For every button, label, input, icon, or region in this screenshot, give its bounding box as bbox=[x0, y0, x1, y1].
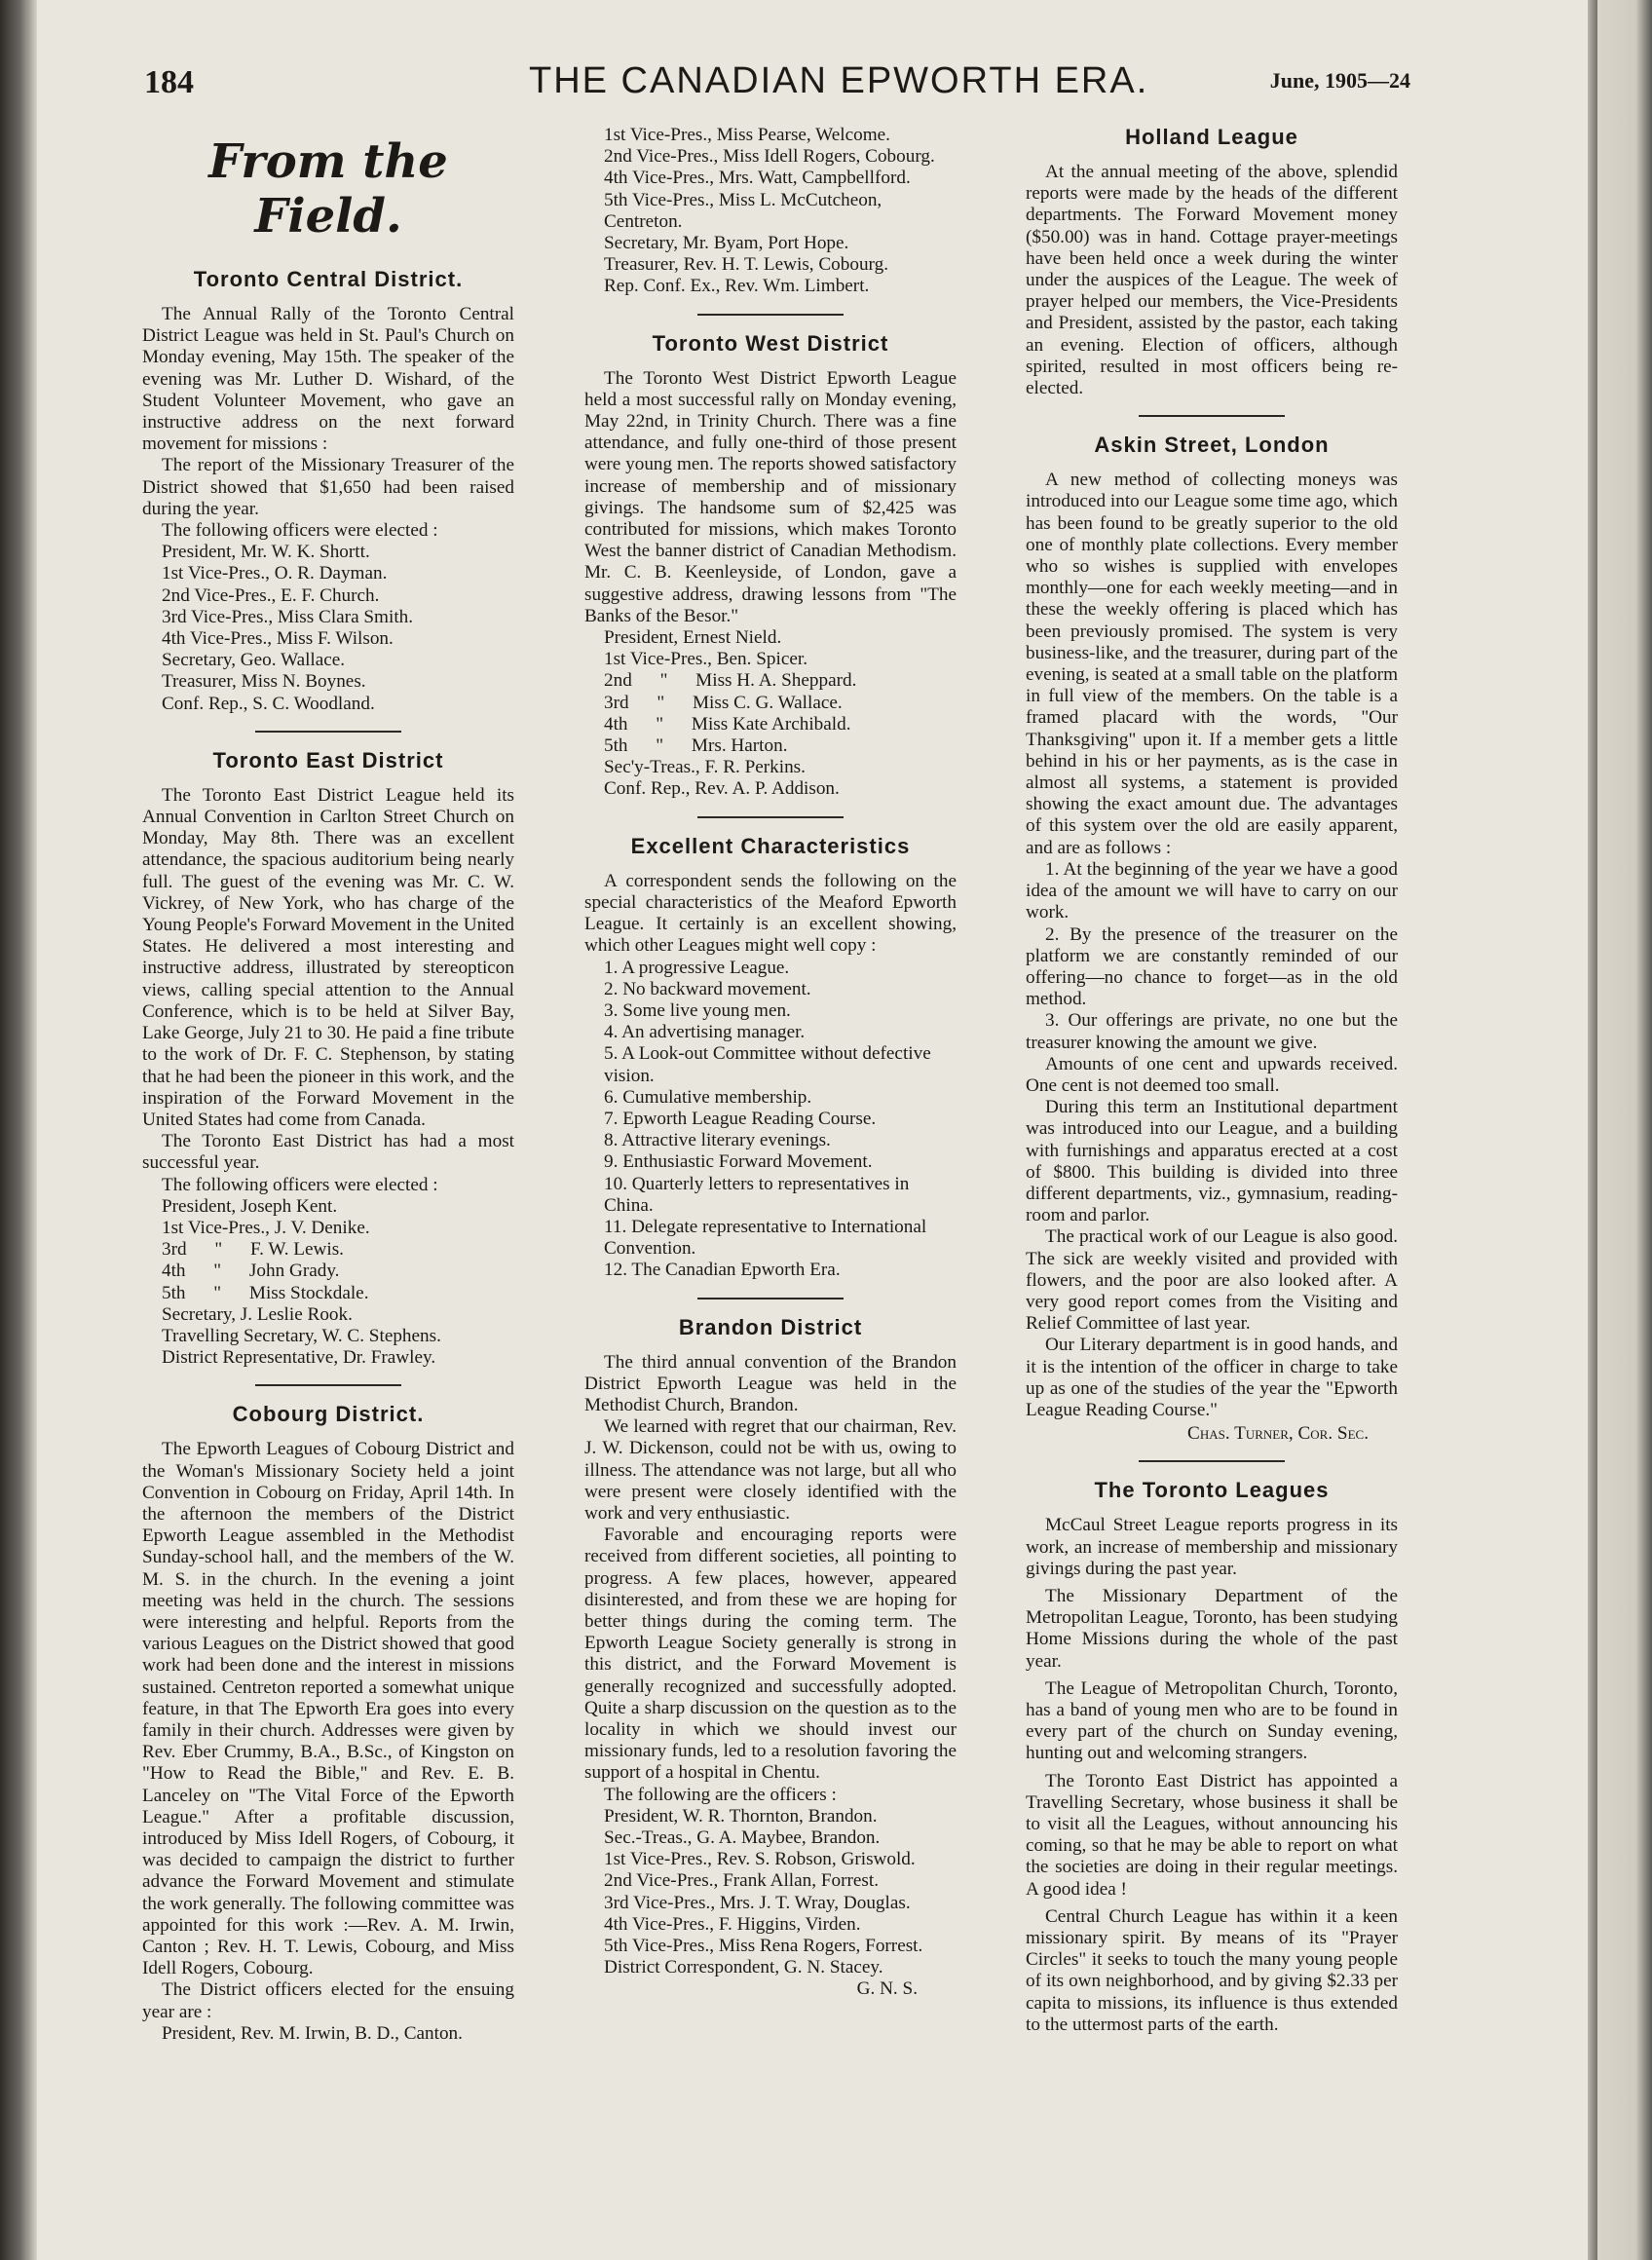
officer-line: 1st Vice-Pres., Rev. S. Robson, Griswold. bbox=[604, 1849, 916, 1870]
next-page-edge bbox=[1597, 0, 1652, 2260]
article-title: Cobourg District. bbox=[232, 1402, 425, 1427]
article-toronto-east bbox=[142, 748, 514, 1369]
officer-line: President, W. R. Thornton, Brandon. bbox=[604, 1805, 878, 1827]
masthead: THE CANADIAN EPWORTH ERA. bbox=[529, 60, 1149, 101]
article-title: Brandon District bbox=[678, 1314, 863, 1339]
list-item: 4. An advertising manager. bbox=[604, 1022, 806, 1043]
officer-line: 1st Vice-Pres., Ben. Spicer. bbox=[604, 649, 807, 670]
list-item: 3. Some live young men. bbox=[604, 999, 791, 1021]
officer-line: Secretary, J. Leslie Rook. bbox=[162, 1303, 353, 1325]
paragraph: The Toronto West District Epworth League held a most successful rally on Monday evening, May 22nd, in Trinity Church. There was a fine attendance, and fully one-third of those present were young men. The reports showed satisfactory increase of membership and of missionary givings. The handsome sum of $2,425 was contributed for missions, which makes Toronto West the banner district of Canadian Methodism. Mr. C. B. Keenleyside, of London, gave a suggestive address, drawing lessons from "The Banks of the Besor." bbox=[584, 367, 957, 626]
paragraph: The Annual Rally of the Toronto Central District League was held in St. Paul's Church on Monday evening, May 15th. The speaker of the evening was Mr. Luther D. Wishard, of the Student Volunteer Movement, who gave an instructive address on the next forward movement for missions : bbox=[142, 304, 514, 455]
paragraph: McCaul Street League reports progress in its work, an increase of membership and missionary givings during the past year. bbox=[1026, 1515, 1398, 1579]
section-divider bbox=[697, 1298, 844, 1300]
paragraph: The third annual convention of the Brandon District Epworth League was held in the Methodist Church, Brandon. bbox=[584, 1351, 957, 1415]
list-item: 9. Enthusiastic Forward Movement. bbox=[604, 1151, 873, 1173]
paragraph: The following officers were elected : bbox=[162, 1174, 438, 1195]
officer-line: 1st Vice-Pres., Miss Pearse, Welcome. bbox=[604, 125, 890, 145]
officer-line: 4th Vice-Pres., F. Higgins, Virden. bbox=[604, 1913, 861, 1935]
paragraph: A new method of collecting moneys was introduced into our League some time ago, which has been found to be greatly superior to the old one of monthly plate collections. Every member who so wishes is supplied with envelopes monthly—one for each weekly meeting—and in these the weekly offering is placed which has been previously promised. The system is very business-like, and the treasurer, during part of the evening, is seated at a small table on the platform in full view of the members. On the table is a framed placard with the words, "Our Thanksgiving" upon it. If a member gets a little behind in his or her payments, as is the case in almost all systems, a statement is provided showing the exact amount due. The advantages of this system over the old are easily apparent, and are as follows : bbox=[1026, 470, 1398, 858]
section-divider bbox=[255, 731, 401, 733]
officer-line: Rep. Conf. Ex., Rev. Wm. Limbert. bbox=[604, 276, 870, 297]
column-2 bbox=[584, 125, 957, 2001]
officer-line: 4th Vice-Pres., Miss F. Wilson. bbox=[162, 628, 394, 650]
article-brandon bbox=[584, 1315, 957, 2001]
paragraph: Our Literary department is in good hands, and it is the intention of the officer in charge to take up as one of the studies of the year the "Epworth League Reading Course." bbox=[1026, 1335, 1398, 1420]
list-item: 12. The Canadian Epworth Era. bbox=[604, 1260, 841, 1281]
article-excellent-characteristics bbox=[584, 834, 957, 1282]
officer-line: District Correspondent, G. N. Stacey. bbox=[604, 1957, 883, 1978]
paragraph: The Missionary Department of the Metropolitan League, Toronto, has been studying Home Missions during the whole of the past year. bbox=[1026, 1585, 1398, 1672]
article-title: Toronto Central District. bbox=[193, 267, 464, 291]
officer-line: 5th Vice-Pres., Miss Rena Rogers, Forrest. bbox=[604, 1936, 923, 1957]
officer-line: 3rd " Miss C. G. Wallace. bbox=[604, 692, 843, 713]
paragraph: The Toronto East District League held its Annual Convention in Carlton Street Church on Monday, May 8th. There was an excellent attendance, the spacious auditorium being nearly full. The guest of the evening was Mr. C. W. Vickrey, of New York, who has charge of the Young People's Forward Movement in the United States. He delivered a most interesting and instructive address, illustrated by stereopticon views, calling special attention to the Annual Conference, which is to be held at Silver Bay, Lake George, July 21 to 30. He paid a fine tribute to the work of Dr. F. C. Stephenson, by stating that he had been the pioneer in this work, and the inspiration of the Forward Movement in the United States had come from Canada. bbox=[142, 784, 514, 1130]
article-title: Askin Street, London bbox=[1094, 433, 1330, 458]
paragraph: The Toronto East District has appointed a Travelling Secretary, whose business it shall be to visit all the Leagues, without announcing his coming, so that he may be able to report on what the societies are doing in their regular meetings. A good idea ! bbox=[1026, 1770, 1398, 1900]
article-toronto-leagues bbox=[1026, 1478, 1398, 2036]
paragraph: Central Church League has within it a keen missionary spirit. By means of its "Prayer Circles" it seeks to touch the many young people of its own neighborhood, and by giving $2.33 per capita to missions, its influence is thus extended to the uttermost parts of the earth. bbox=[1026, 1905, 1398, 2035]
paragraph: The following are the officers : bbox=[604, 1784, 837, 1805]
article-title: Toronto East District bbox=[212, 747, 444, 772]
article-cobourg-continued bbox=[584, 125, 957, 298]
officer-line: Travelling Secretary, W. C. Stephens. bbox=[162, 1325, 441, 1346]
officer-line: President, Joseph Kent. bbox=[162, 1195, 338, 1217]
officer-line: Treasurer, Rev. H. T. Lewis, Cobourg. bbox=[604, 254, 888, 276]
column-3 bbox=[1026, 125, 1398, 2036]
issue-date: June, 1905—24 bbox=[1269, 68, 1410, 93]
officer-line: 1st Vice-Pres., O. R. Dayman. bbox=[162, 563, 388, 584]
article-toronto-central bbox=[142, 267, 514, 715]
article-askin-street bbox=[1026, 433, 1398, 1445]
page-number: 184 bbox=[144, 64, 194, 100]
paragraph: We learned with regret that our chairman, Rev. J. W. Dickenson, could not be with us, owing to illness. The attendance was not large, but all who were present were closely identified with the work and very enthusiastic. bbox=[584, 1416, 957, 1524]
article-holland bbox=[1026, 125, 1398, 399]
binding-shadow bbox=[0, 0, 37, 2260]
officer-line: 5th Vice-Pres., Miss L. McCutcheon, Centreton. bbox=[604, 189, 882, 232]
list-item: 7. Epworth League Reading Course. bbox=[604, 1108, 877, 1129]
officer-line: Conf. Rep., Rev. A. P. Addison. bbox=[604, 778, 840, 800]
officer-line: 4th " Miss Kate Archibald. bbox=[604, 713, 851, 734]
officer-line: Secretary, Mr. Byam, Port Hope. bbox=[604, 233, 849, 254]
paragraph: During this term an Institutional department was introduced into our League, and a building with furnishings and apparatus erected at a cost of $800. This building is divided into three different departments, viz., gymnasium, reading-room and parlor. bbox=[1026, 1097, 1398, 1226]
list-item: 11. Delegate representative to International Convention. bbox=[604, 1216, 927, 1260]
paragraph: The report of the Missionary Treasurer of the District showed that $1,650 had been raised during the year. bbox=[142, 455, 514, 519]
officer-line: President, Mr. W. K. Shortt. bbox=[162, 542, 370, 563]
section-divider bbox=[697, 816, 844, 818]
officer-line: Treasurer, Miss N. Boynes. bbox=[162, 671, 366, 693]
article-title: Holland League bbox=[1125, 125, 1298, 149]
paragraph: The League of Metropolitan Church, Toronto, has a band of young men who are to be found in every part of the church on Sunday evening, hunting out and welcoming strangers. bbox=[1026, 1677, 1398, 1764]
officer-line: 4th Vice-Pres., Mrs. Watt, Campbellford. bbox=[604, 168, 911, 189]
paragraph: Amounts of one cent and upwards received. One cent is not deemed too small. bbox=[1026, 1053, 1398, 1096]
officer-line: 5th " Mrs. Harton. bbox=[604, 735, 788, 757]
paragraph: A correspondent sends the following on the special characteristics of the Meaford Epworth League. It certainly is an excellent showing, which other Leagues might well copy : bbox=[584, 870, 957, 957]
section-divider bbox=[255, 1384, 401, 1386]
paragraph: The Toronto East District has had a most successful year. bbox=[142, 1131, 514, 1174]
officer-line: 2nd Vice-Pres., E. F. Church. bbox=[162, 584, 380, 606]
officer-line: 4th " John Grady. bbox=[162, 1261, 340, 1282]
officer-line: 3rd Vice-Pres., Miss Clara Smith. bbox=[162, 606, 414, 627]
list-item: 5. A Look-out Committee without defective vision. bbox=[604, 1043, 931, 1086]
officer-line: 2nd " Miss H. A. Sheppard. bbox=[604, 670, 857, 692]
list-item: 8. Attractive literary evenings. bbox=[604, 1130, 831, 1151]
officer-line: Conf. Rep., S. C. Woodland. bbox=[162, 693, 375, 714]
officer-line: Sec'y-Treas., F. R. Perkins. bbox=[604, 757, 806, 778]
paragraph: The practical work of our League is also good. The sick are weekly visited and provided with flowers, and the poor are also looked after. A very good report comes from the Visiting and Relief Committee of last year. bbox=[1026, 1226, 1398, 1335]
section-divider bbox=[697, 314, 844, 316]
list-item: 1. A progressive League. bbox=[604, 957, 790, 978]
section-divider bbox=[1139, 415, 1285, 417]
officer-line: 1st Vice-Pres., J. V. Denike. bbox=[162, 1217, 370, 1238]
officer-line: Sec.-Treas., G. A. Maybee, Brandon. bbox=[604, 1827, 881, 1849]
officer-line: Secretary, Geo. Wallace. bbox=[162, 650, 346, 671]
officer-line: President, Ernest Nield. bbox=[604, 627, 782, 649]
signature: Chas. Turner, Cor. Sec. bbox=[1187, 1423, 1369, 1445]
officer-line: 5th " Miss Stockdale. bbox=[162, 1282, 369, 1303]
officer-line: 2nd Vice-Pres., Miss Idell Rogers, Cobourg. bbox=[604, 146, 935, 168]
column-1 bbox=[142, 125, 514, 2045]
paragraph: The following officers were elected : bbox=[162, 520, 438, 542]
paragraph: 2. By the presence of the treasurer on the platform we are constantly reminded of our offering—no chance to forget—as in the old method. bbox=[1026, 923, 1398, 1010]
article-title: The Toronto Leagues bbox=[1094, 1478, 1330, 1503]
article-title: Excellent Characteristics bbox=[630, 833, 911, 858]
article-title: Toronto West District bbox=[652, 330, 889, 356]
paragraph: At the annual meeting of the above, splendid reports were made by the heads of the different departments. The Forward Movement money ($50.00) was in hand. Cottage prayer-meetings have been held once a week during the winter under the auspices of the League. The week of prayer helped our members, the Vice-Presidents and President, assisted by the pastor, each taking an evening. Election of officers, although spirited, resulted in most officers being re-elected. bbox=[1026, 162, 1398, 399]
signature: G. N. S. bbox=[856, 1978, 918, 2000]
article-toronto-west bbox=[584, 331, 957, 801]
section-kicker: From the Field. bbox=[208, 134, 448, 244]
paragraph: The Epworth Leagues of Cobourg District and the Woman's Missionary Society held a joint Convention in Cobourg on Friday, April 14th. In the afternoon the members of the District Epworth League assembled in the Methodist Sunday-school hall, and the members of the W. M. S. in the church. In the evening a joint meeting was held in the church. The sessions were interesting and helpful. Reports from the various Leagues on the District showed that good work had been done and the interest in missions sustained. Centreton reported a somewhat unique feature, in that The Epworth Era goes into every family in their church. Addresses were given by Rev. Eber Crummy, B.A., B.Sc., of Kingston on "How to Read the Bible," and Rev. E. B. Lanceley on "The Vital Force of the Epworth League." After a profitable discussion, introduced by Miss Idell Rogers, of Cobourg, it was decided to campaign the district to further advance the Forward Movement and stimulate the work generally. The following committee was appointed for this work :—Rev. A. M. Irwin, Canton ; Rev. H. T. Lewis, Cobourg, and Miss Idell Rogers, Cobourg. bbox=[142, 1439, 514, 1979]
page-header bbox=[144, 60, 1410, 115]
officer-line: 3rd Vice-Pres., Mrs. J. T. Wray, Douglas. bbox=[604, 1892, 911, 1913]
list-item: 10. Quarterly letters to representatives in China. bbox=[604, 1173, 910, 1216]
officer-line: 2nd Vice-Pres., Frank Allan, Forrest. bbox=[604, 1870, 880, 1892]
officer-line: District Representative, Dr. Frawley. bbox=[162, 1347, 436, 1369]
list-item: 6. Cumulative membership. bbox=[604, 1086, 812, 1108]
officer-line: President, Rev. M. Irwin, B. D., Canton. bbox=[162, 2022, 463, 2044]
officer-line: 3rd " F. W. Lewis. bbox=[162, 1239, 344, 1261]
list-item: 2. No backward movement. bbox=[604, 978, 811, 999]
article-cobourg bbox=[142, 1402, 514, 2045]
section-divider bbox=[1139, 1460, 1285, 1462]
paragraph: The District officers elected for the ensuing year are : bbox=[142, 1979, 514, 2022]
paragraph: 1. At the beginning of the year we have a good idea of the amount we will have to carry on our work. bbox=[1026, 858, 1398, 923]
paragraph: Favorable and encouraging reports were received from different societies, all pointing to progress. A few places, however, appeared disinterested, and from these we are hoping for better things during the coming term. The Epworth League Society generally is strong in this district, and the Forward Movement is generally recognized and successfully adopted. Quite a sharp discussion on the question as to the locality in which we should invest our missionary funds, led to a resolution favoring the support of a hospital in Chentu. bbox=[584, 1525, 957, 1784]
paragraph: 3. Our offerings are private, no one but the treasurer knowing the amount we give. bbox=[1026, 1010, 1398, 1053]
